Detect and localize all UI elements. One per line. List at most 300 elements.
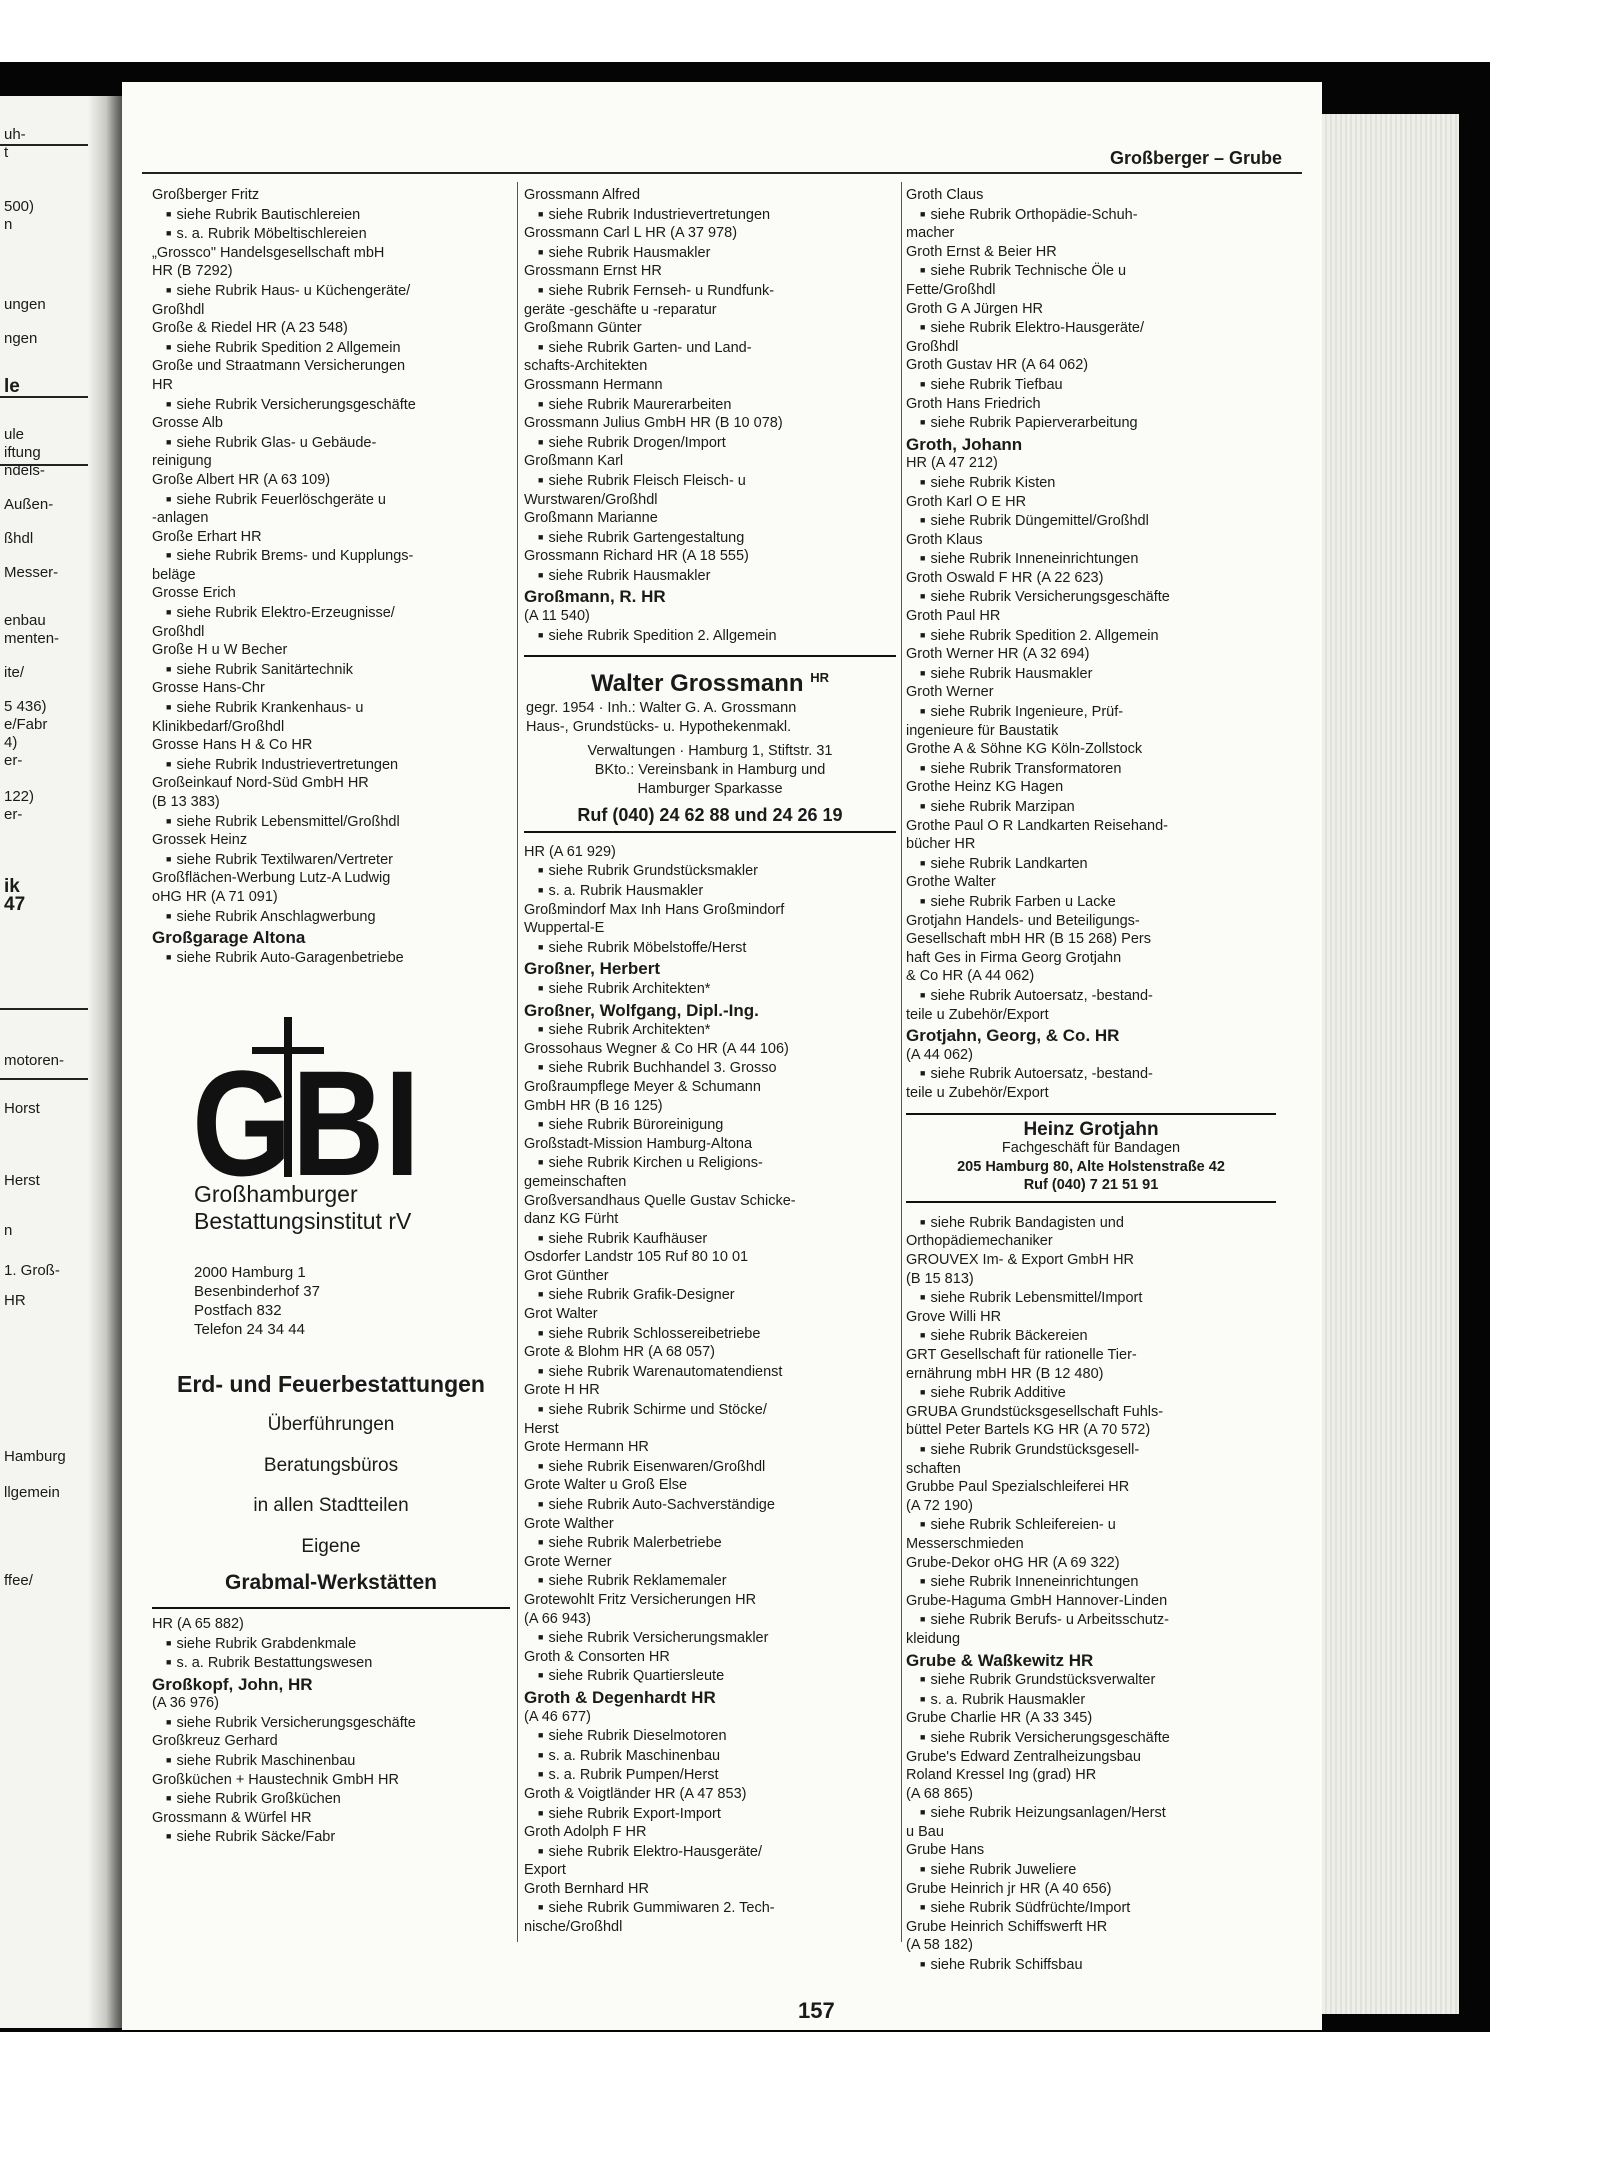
listing-entry: Grube Hans (906, 1842, 985, 1859)
listing-entry: Grube Heinrich Schiffswerft HR (906, 1918, 1108, 1935)
listing-entry: (B 13 383) (152, 794, 220, 810)
listing-entry: -anlagen (152, 510, 209, 527)
listing-entry: Grossmann Hermann (524, 376, 663, 393)
listing-entry: Große und Straatmann Versicherungen (152, 358, 406, 375)
listing-entry: Groth Klaus (906, 531, 983, 548)
listing-entry: (A 46 677) (524, 1708, 591, 1725)
listing-entry: Export (524, 1862, 566, 1879)
listing-entry: Großversandhaus Quelle Gustav Schicke- (524, 1192, 796, 1209)
listing-entry: Groth Oswald F HR (A 22 623) (906, 569, 1104, 586)
listing-entry: Grotewohlt Fritz Versicherungen HR (524, 1591, 757, 1608)
gbi-name (194, 1181, 510, 1235)
gbi-name-line1: Großhamburger (194, 1181, 358, 1208)
listing-entry: (A 68 865) (906, 1785, 973, 1802)
grotjahn-line: Fachgeschäft für Bandagen (1001, 1140, 1181, 1157)
listing-reference: ■ siehe Rubrik Architekten* (524, 979, 896, 999)
walter-line: BKto.: Vereinsbank in Hamburg und (594, 762, 826, 779)
column-1b-entries (152, 1615, 510, 1847)
listing-entry: teile u Zubehör/Export (906, 1006, 1049, 1023)
left-page-fragment-text: Außen- (4, 496, 54, 513)
listing-entry: bücher HR (906, 836, 976, 853)
listing-reference: ■ siehe Rubrik Gartengestaltung (524, 528, 896, 548)
listing-bold-entry: Groth & Degenhardt HR (524, 1687, 716, 1707)
listing-entry: Großberger Fritz (152, 187, 260, 203)
walter-line: gegr. 1954 · Inh.: Walter G. A. Grossmann (526, 700, 797, 717)
walter-title-suffix: HR (810, 670, 829, 686)
column-2b-entries (524, 843, 896, 1937)
gbi-logo-text: GBI (192, 1039, 420, 1178)
listing-entry: Grosse Hans H & Co HR (152, 737, 313, 754)
listing-entry: geräte -geschäfte u -reparatur (524, 301, 717, 318)
listing-reference: ■ s. a. Rubrik Maschinenbau (524, 1746, 896, 1766)
listing-entry: Grote Hermann HR (524, 1439, 649, 1456)
scan-background (0, 62, 1490, 2032)
listing-entry: Groth Bernhard HR (524, 1880, 649, 1897)
listing-entry: Grossek Heinz (152, 832, 248, 849)
listing-entry: Großküchen + Haustechnik GmbH HR (152, 1771, 399, 1788)
listing-entry: Grot Walter (524, 1306, 598, 1323)
listing-reference: ■ siehe Rubrik Versicherungsgeschäfte (152, 395, 510, 415)
left-page-fragment-text: er- (4, 752, 23, 769)
listing-reference: ■ siehe Rubrik Landkarten (906, 854, 1276, 874)
listing-entry: schafts-Architekten (524, 358, 648, 375)
listing-entry: Grotjahn Handels- und Beteiligungs- (906, 912, 1140, 929)
listing-entry: gemeinschaften (524, 1173, 627, 1190)
listing-reference: ■ siehe Rubrik Brems- und Kupplungs- (152, 546, 510, 566)
listing-entry: Großstadt-Mission Hamburg-Altona (524, 1135, 753, 1152)
listing-entry: Groth G A Jürgen HR (906, 300, 1044, 317)
listing-entry: haft Ges in Firma Georg Grotjahn (906, 949, 1122, 966)
listing-reference: ■ siehe Rubrik Hausmakler (524, 566, 896, 586)
listing-entry: schaften (906, 1460, 961, 1477)
listing-reference: ■ siehe Rubrik Architekten* (524, 1020, 896, 1040)
listing-reference: ■ siehe Rubrik Schiffsbau (906, 1955, 1276, 1975)
listing-entry: Große H u W Becher (152, 642, 288, 659)
listing-entry: Groth Paul HR (906, 608, 1001, 625)
listing-reference: ■ siehe Rubrik Möbelstoffe/Herst (524, 938, 896, 958)
listing-reference: ■ siehe Rubrik Grundstücksmakler (524, 861, 896, 881)
gbi-address-line: Telefon 24 34 44 (194, 1321, 305, 1339)
listing-entry: Grosse Erich (152, 585, 236, 602)
left-page-fragment-text: 500) (4, 198, 35, 215)
listing-bold-entry: Grube & Waßkewitz HR (906, 1650, 1094, 1670)
listing-entry: Grothe A & Söhne KG Köln-Zollstock (906, 741, 1143, 758)
listing-reference: ■ siehe Rubrik Maurerarbeiten (524, 395, 896, 415)
listing-entry: Groth Ernst & Beier HR (906, 243, 1057, 260)
left-page-fragment-text: n (4, 216, 13, 233)
page-number: 157 (798, 1998, 835, 2023)
listing-reference: ■ siehe Rubrik Grabdenkmale (152, 1634, 510, 1654)
listing-entry: Große Albert HR (A 63 109) (152, 471, 331, 488)
listing-reference: ■ siehe Rubrik Grundstücksgesell- (906, 1440, 1276, 1460)
listing-entry: GmbH HR (B 16 125) (524, 1097, 663, 1114)
listing-reference: ■ siehe Rubrik Ingenieure, Prüf- (906, 702, 1276, 722)
listing-reference: ■ siehe Rubrik Eisenwaren/Großhdl (524, 1457, 896, 1477)
listing-entry: Grote Werner (524, 1553, 612, 1570)
listing-entry: Grote Walter u Groß Else (524, 1477, 688, 1494)
listing-entry: (A 58 182) (906, 1937, 973, 1954)
listing-entry: Grossmann Julius GmbH HR (B 10 078) (524, 415, 783, 432)
listing-entry: Großmann Günter (524, 320, 642, 337)
gbi-address (194, 1263, 510, 1339)
listing-bold-entry: Grotjahn, Georg, & Co. HR (906, 1026, 1120, 1046)
column-3 (906, 186, 1276, 1975)
left-page-fragment-text: n (4, 1222, 13, 1239)
listing-entry: reinigung (152, 453, 212, 470)
column-3-entries (906, 186, 1276, 1103)
left-page-fragment-text: HR (4, 1292, 26, 1309)
listing-entry: Grossmann Alfred (524, 187, 641, 203)
listing-entry: beläge (152, 566, 196, 583)
column-separator (901, 182, 902, 1942)
column-2-entries (524, 186, 896, 645)
listing-reference: ■ siehe Rubrik Garten- und Land- (524, 338, 896, 358)
listing-reference: ■ siehe Rubrik Industrievertretungen (152, 755, 510, 775)
listing-entry: Groth Werner HR (A 32 694) (906, 646, 1090, 663)
left-page-fragment-text: Hamburg (4, 1448, 66, 1465)
left-page-fragment-text: uh- (4, 126, 26, 143)
listing-reference: ■ siehe Rubrik Schlossereibetriebe (524, 1324, 896, 1344)
listing-reference: ■ siehe Rubrik Versicherungsgeschäfte (906, 587, 1276, 607)
listing-reference: ■ siehe Rubrik Inneneinrichtungen (906, 1572, 1276, 1592)
left-page-fragment-text: 47 (4, 894, 26, 915)
left-page-fragment-text: 4) (4, 734, 18, 751)
listing-reference: ■ siehe Rubrik Export-Import (524, 1804, 896, 1824)
listing-bold-entry: Groth, Johann (906, 434, 1023, 454)
walter-line: Haus-, Grundstücks- u. Hypothekenmakl. (526, 718, 792, 735)
listing-reference: ■ siehe Rubrik Kisten (906, 473, 1276, 493)
listing-reference: ■ s. a. Rubrik Pumpen/Herst (524, 1765, 896, 1785)
listing-entry: (A 72 190) (906, 1497, 973, 1514)
listing-reference: ■ siehe Rubrik Juweliere (906, 1860, 1276, 1880)
left-page-fragment-text: enbau (4, 612, 46, 629)
left-page-fragment-text: 122) (4, 788, 35, 805)
listing-reference: ■ siehe Rubrik Krankenhaus- u (152, 698, 510, 718)
listing-reference: ■ s. a. Rubrik Hausmakler (524, 881, 896, 901)
listing-entry: Grossohaus Wegner & Co HR (A 44 106) (524, 1040, 789, 1057)
grotjahn-line: 205 Hamburg 80, Alte Holstenstraße 42 (957, 1158, 1225, 1175)
listing-entry: Großmann Karl (524, 453, 624, 470)
left-page-fragment-text: llgemein (4, 1484, 60, 1501)
listing-entry: Grote H HR (524, 1382, 600, 1399)
listing-entry: Grossmann Carl L HR (A 37 978) (524, 225, 738, 242)
listing-reference: ■ siehe Rubrik Autoersatz, -bestand- (906, 1064, 1276, 1084)
listing-entry: Wuppertal-E (524, 920, 605, 937)
listing-reference: ■ siehe Rubrik Hausmakler (524, 243, 896, 263)
listing-entry: Großhdl (152, 623, 205, 640)
left-page-fragment-text: ule (4, 426, 25, 443)
listing-entry: Groth Adolph F HR (524, 1824, 647, 1841)
listing-entry: (B 15 813) (906, 1270, 974, 1287)
listing-reference: ■ siehe Rubrik Feuerlöschgeräte u (152, 490, 510, 510)
listing-bold-entry: Großkopf, John, HR (152, 1674, 313, 1694)
listing-entry: Große Erhart HR (152, 528, 262, 545)
listing-entry: büttel Peter Bartels KG HR (A 70 572) (906, 1422, 1151, 1439)
gbi-line: in allen Stadtteilen (253, 1495, 409, 1517)
listing-entry: GRT Gesellschaft für rationelle Tier- (906, 1347, 1137, 1364)
listing-entry: Klinikbedarf/Großhdl (152, 718, 285, 735)
listing-entry: ernährung mbH HR (B 12 480) (906, 1365, 1104, 1382)
left-page-fragment-text: e/Fabr (4, 716, 48, 733)
listing-entry: (A 66 943) (524, 1610, 591, 1627)
listing-reference: ■ siehe Rubrik Versicherungsgeschäfte (152, 1713, 510, 1733)
walter-title (526, 663, 894, 699)
running-title: Großberger – Grube (1109, 148, 1282, 168)
listing-reference: ■ siehe Rubrik Transformatoren (906, 759, 1276, 779)
left-page-fragment-text: er- (4, 806, 23, 823)
listing-entry: Groth Hans Friedrich (906, 395, 1041, 412)
left-page-fragment-text: motoren- (4, 1052, 65, 1069)
gbi-line: Beratungsbüros (263, 1454, 399, 1476)
listing-entry: Herst (524, 1420, 559, 1437)
listing-entry: Großraumpflege Meyer & Schumann (524, 1078, 761, 1095)
listing-bold-entry: Großner, Wolfgang, Dipl.-Ing. (524, 1000, 759, 1020)
listing-reference: ■ s. a. Rubrik Hausmakler (906, 1690, 1276, 1710)
listing-reference: ■ siehe Rubrik Elektro-Hausgeräte/ (524, 1842, 896, 1862)
listing-entry: Große & Riedel HR (A 23 548) (152, 320, 348, 337)
listing-entry: Grothe Walter (906, 874, 996, 891)
listing-entry: Groth Karl O E HR (906, 493, 1027, 510)
listing-reference: ■ siehe Rubrik Grafik-Designer (524, 1285, 896, 1305)
left-page-fragment-text: le (4, 376, 20, 397)
grotjahn-title: Heinz Grotjahn (1023, 1118, 1159, 1140)
listing-entry: Messerschmieden (906, 1535, 1024, 1552)
listing-reference: ■ siehe Rubrik Fernseh- u Rundfunk- (524, 281, 896, 301)
left-page-fragment-text: Messer- (4, 564, 59, 581)
listing-entry: Grossmann Ernst HR (524, 263, 662, 280)
walter-line: Hamburger Sparkasse (637, 780, 783, 797)
left-page-fragment-text: Horst (4, 1100, 40, 1117)
left-page-fragment-text: 1. Groß- (4, 1262, 60, 1279)
listing-reference: ■ siehe Rubrik Büroreinigung (524, 1115, 896, 1135)
listing-entry: Groth Werner (906, 684, 994, 701)
walter-line: Verwaltungen · Hamburg 1, Stiftstr. 31 (587, 743, 833, 760)
listing-entry: Grube Heinrich jr HR (A 40 656) (906, 1880, 1112, 1897)
listing-entry: Großhdl (152, 301, 205, 318)
listing-reference: ■ siehe Rubrik Auto-Sachverständige (524, 1495, 896, 1515)
listing-reference: ■ siehe Rubrik Drogen/Import (524, 433, 896, 453)
listing-reference: ■ siehe Rubrik Quartiersleute (524, 1666, 896, 1686)
left-page-fragment-text: ungen (4, 296, 46, 313)
gbi-footer: Grabmal-Werkstätten (224, 1571, 437, 1595)
listing-entry: Grubbe Paul Spezialschleiferei HR (906, 1479, 1130, 1496)
listing-reference: ■ siehe Rubrik Autoersatz, -bestand- (906, 986, 1276, 1006)
listing-reference: ■ siehe Rubrik Kirchen u Religions- (524, 1153, 896, 1173)
column-1-entries (152, 186, 510, 967)
listing-reference: ■ siehe Rubrik Schleifereien- u (906, 1515, 1276, 1535)
listing-entry: Grosse Alb (152, 415, 223, 432)
listing-entry: danz KG Fürht (524, 1211, 619, 1228)
listing-reference: ■ siehe Rubrik Großküchen (152, 1789, 510, 1809)
left-page-fragment-text: ßhdl (4, 530, 34, 547)
listing-reference: ■ siehe Rubrik Berufs- u Arbeitsschutz- (906, 1610, 1276, 1630)
listing-entry: Grube Charlie HR (A 33 345) (906, 1710, 1093, 1727)
listing-reference: ■ siehe Rubrik Auto-Garagenbetriebe (152, 948, 510, 968)
listing-entry: Grot Günther (524, 1267, 609, 1284)
listing-reference: ■ siehe Rubrik Kaufhäuser (524, 1229, 896, 1249)
listing-reference: ■ s. a. Rubrik Bestattungswesen (152, 1653, 510, 1673)
listing-reference: ■ siehe Rubrik Malerbetriebe (524, 1533, 896, 1553)
column-2 (524, 186, 896, 1937)
listing-reference: ■ siehe Rubrik Gummiwaren 2. Tech- (524, 1898, 896, 1918)
gbi-advert-rule (152, 1607, 510, 1847)
gbi-line: Überführungen (267, 1413, 395, 1435)
listing-reference: ■ siehe Rubrik Bandagisten und (906, 1213, 1276, 1233)
listing-reference: ■ siehe Rubrik Buchhandel 3. Grosso (524, 1058, 896, 1078)
listing-entry: kleidung (906, 1630, 961, 1647)
listing-entry: Grube-Dekor oHG HR (A 69 322) (906, 1554, 1120, 1571)
listing-entry: Grothe Paul O R Landkarten Reisehand- (906, 817, 1168, 834)
listing-reference: ■ siehe Rubrik Düngemittel/Großhdl (906, 511, 1276, 531)
left-page-fragment-text: ik (4, 876, 20, 897)
listing-entry: „Grossco" Handelsgesellschaft mbH (152, 244, 385, 261)
left-page-fragment-text: 5 436) (4, 698, 47, 715)
listing-bold-entry: Großgarage Altona (152, 928, 306, 948)
gbi-address-line: Postfach 832 (194, 1302, 282, 1320)
listing-reference: ■ siehe Rubrik Glas- u Gebäude- (152, 433, 510, 453)
walter-title-text: Walter Grossmann (591, 670, 804, 698)
listing-reference: ■ s. a. Rubrik Möbeltischlereien (152, 224, 510, 244)
listing-entry: Grosse Hans-Chr (152, 680, 265, 697)
grotjahn-line: Ruf (040) 7 21 51 91 (1023, 1177, 1159, 1194)
listing-entry: Großeinkauf Nord-Süd GmbH HR (152, 775, 369, 792)
listing-entry: HR (152, 376, 173, 393)
listing-entry: Grube's Edward Zentralheizungsbau (906, 1748, 1141, 1765)
listing-reference: ■ siehe Rubrik Textilwaren/Vertreter (152, 850, 510, 870)
listing-entry: (A 11 540) (524, 608, 590, 625)
listing-reference: ■ siehe Rubrik Warenautomatendienst (524, 1362, 896, 1382)
listing-entry: Großflächen-Werbung Lutz-A Ludwig (152, 870, 391, 887)
listing-entry: u Bau (906, 1823, 944, 1840)
listing-reference: ■ siehe Rubrik Tiefbau (906, 375, 1276, 395)
gbi-address-line: 2000 Hamburg 1 (194, 1264, 306, 1282)
gbi-line: Eigene (301, 1535, 361, 1557)
listing-reference: ■ siehe Rubrik Inneneinrichtungen (906, 549, 1276, 569)
listing-entry: Grote Walther (524, 1515, 614, 1532)
listing-reference: ■ siehe Rubrik Haus- u Küchengeräte/ (152, 281, 510, 301)
listing-entry: Grove Willi HR (906, 1308, 1002, 1325)
listing-entry: macher (906, 225, 955, 242)
column-3b-entries (906, 1213, 1276, 1975)
heinz-grotjahn-advert (906, 1113, 1276, 1203)
listing-reference: ■ siehe Rubrik Hausmakler (906, 664, 1276, 684)
gbi-advert (152, 1017, 510, 1593)
walter-grossmann-advert (524, 655, 896, 833)
listing-reference: ■ siehe Rubrik Technische Öle u (906, 261, 1276, 281)
listing-entry: Großkreuz Gerhard (152, 1733, 278, 1750)
listing-entry: (A 36 976) (152, 1695, 219, 1712)
walter-phone: Ruf (040) 24 62 88 und 24 26 19 (577, 805, 843, 826)
listing-reference: ■ siehe Rubrik Bäckereien (906, 1326, 1276, 1346)
left-page-fragment-text: ndels- (4, 462, 45, 479)
listing-entry: Großmann Marianne (524, 510, 658, 527)
listing-reference: ■ siehe Rubrik Orthopädie-Schuh- (906, 205, 1276, 225)
gbi-logo (192, 1017, 422, 1177)
listing-reference: ■ siehe Rubrik Elektro-Erzeugnisse/ (152, 603, 510, 623)
listing-entry: HR (A 61 929) (524, 843, 616, 860)
listing-reference: ■ siehe Rubrik Elektro-Hausgeräte/ (906, 318, 1276, 338)
listing-reference: ■ siehe Rubrik Sanitärtechnik (152, 660, 510, 680)
listing-entry: nische/Großhdl (524, 1919, 623, 1936)
gbi-address-line: Besenbinderhof 37 (194, 1283, 320, 1301)
listing-entry: Grote & Blohm HR (A 68 057) (524, 1344, 715, 1361)
left-page-fragment-text: Herst (4, 1172, 40, 1189)
listing-entry: Wurstwaren/Großhdl (524, 491, 658, 508)
listing-entry: Grossmann & Würfel HR (152, 1809, 312, 1826)
listing-reference: ■ siehe Rubrik Säcke/Fabr (152, 1827, 510, 1847)
listing-entry: Fette/Großhdl (906, 281, 996, 298)
column-1 (152, 186, 510, 1847)
listing-entry: Groth Gustav HR (A 64 062) (906, 357, 1089, 374)
listing-entry: Osdorfer Landstr 105 Ruf 80 10 01 (524, 1249, 749, 1266)
listing-entry: Groth & Consorten HR (524, 1648, 670, 1665)
column-separator (517, 182, 518, 1942)
listing-reference: ■ siehe Rubrik Lebensmittel/Großhdl (152, 812, 510, 832)
gbi-name-line2: Bestattungsinstitut rV (194, 1208, 412, 1235)
listing-reference: ■ siehe Rubrik Heizungsanlagen/Herst (906, 1803, 1276, 1823)
listing-entry: Gesellschaft mbH HR (B 15 268) Pers (906, 931, 1151, 948)
left-page-fragment-text: ngen (4, 330, 38, 347)
listing-entry: HR (A 65 882) (152, 1615, 244, 1632)
listing-entry: HR (B 7292) (152, 263, 233, 280)
listing-entry: oHG HR (A 71 091) (152, 888, 278, 905)
listing-entry: Grothe Heinz KG Hagen (906, 779, 1064, 796)
listing-reference: ■ siehe Rubrik Lebensmittel/Import (906, 1288, 1276, 1308)
listing-reference: ■ siehe Rubrik Farben u Lacke (906, 892, 1276, 912)
listing-entry: Grube-Haguma GmbH Hannover-Linden (906, 1592, 1168, 1609)
listing-reference: ■ siehe Rubrik Papierverarbeitung (906, 413, 1276, 433)
left-page-fragment-text: menten- (4, 630, 60, 647)
listing-entry: Orthopädiemechaniker (906, 1233, 1053, 1250)
listing-reference: ■ siehe Rubrik Versicherungsmakler (524, 1628, 896, 1648)
left-page-fragment-text: ite/ (4, 664, 25, 681)
listing-reference: ■ siehe Rubrik Versicherungsgeschäfte (906, 1728, 1276, 1748)
listing-entry: (A 44 062) (906, 1046, 973, 1063)
listing-entry: Groth & Voigtländer HR (A 47 853) (524, 1785, 747, 1802)
listing-reference: ■ siehe Rubrik Bautischlereien (152, 205, 510, 225)
listing-reference: ■ siehe Rubrik Grundstücksverwalter (906, 1670, 1276, 1690)
left-page-fragment-text: iftung (4, 444, 41, 461)
listing-reference: ■ siehe Rubrik Anschlagwerbung (152, 907, 510, 927)
listing-entry: Roland Kressel Ing (grad) HR (906, 1767, 1097, 1784)
listing-bold-entry: Großner, Herbert (524, 959, 661, 979)
directory-page (122, 82, 1322, 2030)
listing-reference: ■ siehe Rubrik Spedition 2. Allgemein (524, 626, 896, 646)
listing-reference: ■ siehe Rubrik Reklamemaler (524, 1571, 896, 1591)
listing-reference: ■ siehe Rubrik Additive (906, 1383, 1276, 1403)
listing-reference: ■ siehe Rubrik Spedition 2 Allgemein (152, 338, 510, 358)
listing-entry: GROUVEX Im- & Export GmbH HR (906, 1252, 1135, 1269)
left-page-fragment-text: t (4, 144, 9, 161)
listing-entry: Groth Claus (906, 187, 984, 203)
listing-reference: ■ siehe Rubrik Dieselmotoren (524, 1726, 896, 1746)
header-rule (142, 172, 1302, 174)
listing-reference: ■ siehe Rubrik Spedition 2. Allgemein (906, 626, 1276, 646)
listing-entry: GRUBA Grundstücksgesellschaft Fuhls- (906, 1403, 1164, 1420)
listing-entry: Grossmann Richard HR (A 18 555) (524, 548, 749, 565)
listing-entry: Großmindorf Max Inh Hans Großmindorf (524, 901, 785, 918)
listing-entry: Großhdl (906, 338, 959, 355)
page-edge (1305, 114, 1459, 2014)
gbi-headline: Erd- und Feuerbestattungen (177, 1371, 485, 1398)
listing-reference: ■ siehe Rubrik Südfrüchte/Import (906, 1898, 1276, 1918)
listing-bold-entry: Großmann, R. HR (524, 587, 666, 607)
listing-reference: ■ siehe Rubrik Schirme und Stöcke/ (524, 1400, 896, 1420)
listing-reference: ■ siehe Rubrik Fleisch Fleisch- u (524, 471, 896, 491)
listing-entry: ingenieure für Baustatik (906, 722, 1059, 739)
listing-entry: teile u Zubehör/Export (906, 1084, 1049, 1101)
listing-reference: ■ siehe Rubrik Marzipan (906, 797, 1276, 817)
